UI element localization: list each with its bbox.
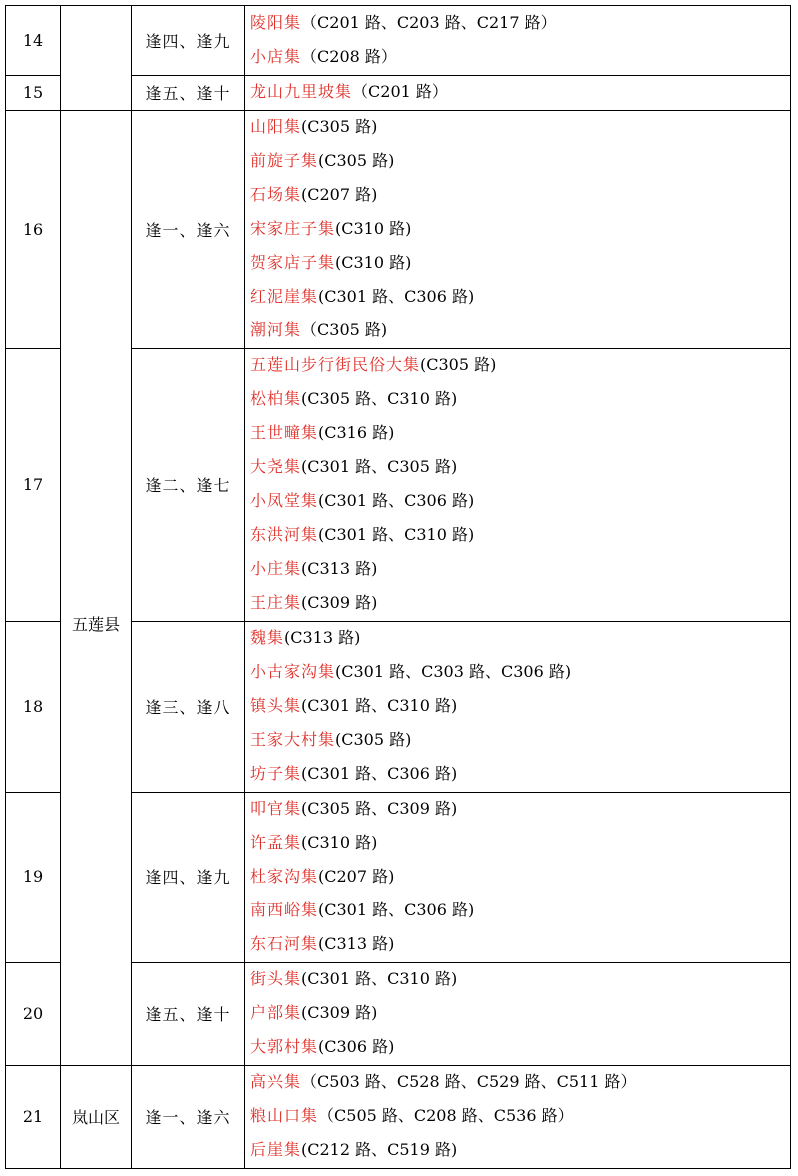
market-days: 逢四、逢九: [145, 868, 231, 888]
bus-routes: (C301 路、C306 路): [318, 900, 475, 920]
market-name: 杜家沟集: [250, 866, 319, 886]
market-days: 逢二、逢七: [145, 476, 231, 496]
row-number: 20: [22, 1004, 44, 1024]
market-name: 大尧集: [250, 457, 302, 477]
market-days: 逢一、逢六: [145, 220, 231, 240]
row-number: 16: [22, 219, 44, 239]
district-cell: 五莲县: [71, 615, 120, 635]
market-item: [250, 110, 377, 144]
bus-routes: (C313 路): [284, 627, 361, 647]
bus-routes: (C309 路): [301, 1003, 378, 1023]
market-item: [250, 484, 474, 518]
market-name: 镇头集: [250, 695, 302, 715]
market-name: 后崖集: [250, 1140, 302, 1160]
bus-routes: (C207 路): [301, 184, 378, 204]
bus-routes: (C207 路): [318, 866, 395, 886]
market-name: 东洪河集: [250, 525, 319, 545]
market-item: [250, 893, 474, 927]
market-item: [250, 450, 457, 484]
market-item: [250, 212, 411, 246]
market-name: 魏集: [250, 627, 285, 647]
market-days: 逢五、逢十: [145, 1005, 231, 1025]
market-item: [250, 1133, 457, 1167]
bus-routes: (C305 路、C310 路): [301, 389, 458, 409]
bus-routes: (C301 路、C310 路): [301, 695, 458, 715]
bus-routes: (C310 路): [301, 832, 378, 852]
bus-routes: (C301 路、C306 路): [318, 491, 475, 511]
bus-routes: (C301 路、C306 路): [318, 286, 475, 306]
row-number: 14: [22, 30, 44, 50]
bus-routes: (C301 路、C303 路、C306 路): [335, 661, 572, 681]
district-cell: [61, 6, 131, 110]
market-item: [250, 962, 457, 996]
market-name: 高兴集: [250, 1072, 302, 1092]
market-days: 逢三、逢八: [145, 697, 231, 717]
market-name: 户部集: [250, 1003, 302, 1023]
row-number: 18: [22, 696, 44, 716]
bus-routes: (C306 路): [318, 1037, 395, 1057]
bus-routes: (C305 路): [335, 729, 412, 749]
market-item: [250, 280, 474, 314]
market-item: [250, 621, 360, 655]
market-item: [250, 246, 411, 280]
bus-routes: (C309 路): [301, 593, 378, 612]
market-name: 五莲山步行街民俗大集: [250, 355, 421, 375]
row-number: 17: [22, 475, 44, 495]
market-item: [250, 996, 377, 1030]
market-name: 王世疃集: [250, 423, 319, 443]
market-item: [250, 927, 394, 961]
market-item: [250, 313, 387, 347]
market-name: 大郭村集: [250, 1037, 319, 1057]
market-item: [250, 348, 496, 382]
market-name: 王庄集: [250, 593, 302, 612]
market-days: 逢五、逢十: [145, 83, 231, 103]
market-item: [250, 178, 377, 212]
market-name: 潮河集: [250, 320, 302, 340]
market-name: 松柏集: [250, 389, 302, 409]
market-name: 宋家庄子集: [250, 218, 336, 238]
market-name: 贺家店子集: [250, 252, 336, 272]
market-name: 叩官集: [250, 798, 302, 818]
bus-routes: (C310 路): [335, 252, 412, 272]
market-name: 小店集: [250, 46, 302, 66]
market-item: [250, 518, 474, 552]
market-name: 小凤堂集: [250, 491, 319, 511]
market-item: [250, 792, 457, 826]
market-item: [250, 586, 377, 620]
market-item: [250, 1099, 574, 1133]
market-item: [250, 1030, 394, 1064]
market-item: [250, 382, 457, 416]
market-name: 石场集: [250, 184, 302, 204]
market-name: 小古家沟集: [250, 661, 336, 681]
district-cell: 岚山区: [71, 1108, 120, 1128]
market-item: [250, 416, 394, 450]
bus-routes: (C301 路、C305 路): [301, 457, 458, 477]
market-item: [250, 826, 377, 860]
market-item: [250, 40, 397, 74]
bus-routes: （C201 路、C203 路、C217 路）: [301, 13, 557, 32]
market-name: 许孟集: [250, 832, 302, 852]
bus-routes: (C313 路): [318, 934, 395, 954]
market-item: [250, 6, 557, 40]
row-divider: [6, 110, 790, 111]
market-item: [250, 1065, 637, 1099]
market-name: 陵阳集: [250, 13, 302, 32]
bus-routes: (C301 路、C306 路): [301, 763, 458, 783]
market-item: [250, 144, 394, 178]
market-item: [250, 75, 448, 109]
market-name: 东石河集: [250, 934, 319, 954]
bus-routes: (C316 路): [318, 423, 395, 443]
bus-routes: （C305 路): [301, 320, 388, 340]
market-name: 红泥崖集: [250, 286, 319, 306]
bus-routes: (C301 路、C310 路): [301, 969, 458, 989]
market-name: 南西峪集: [250, 900, 319, 920]
bus-routes: (C305 路、C309 路): [301, 798, 458, 818]
bus-routes: (C212 路、C519 路): [301, 1140, 458, 1160]
market-item: [250, 552, 377, 586]
market-days: 逢四、逢九: [145, 31, 231, 51]
bus-routes: （C201 路）: [352, 81, 448, 101]
market-item: [250, 723, 411, 757]
column-divider: [244, 6, 245, 1168]
row-number: 19: [22, 867, 44, 887]
row-number: 21: [22, 1107, 44, 1127]
bus-routes: (C305 路): [301, 116, 378, 136]
bus-routes: （C505 路、C208 路、C536 路）: [318, 1106, 574, 1126]
market-name: 前旋子集: [250, 150, 319, 170]
market-name: 坊子集: [250, 763, 302, 783]
market-schedule-table: [5, 5, 791, 1169]
market-name: 粮山口集: [250, 1106, 319, 1126]
bus-routes: (C305 路): [318, 150, 395, 170]
market-name: 山阳集: [250, 116, 302, 136]
market-name: 王家大村集: [250, 729, 336, 749]
market-item: [250, 860, 394, 894]
bus-routes: (C301 路、C310 路): [318, 525, 475, 545]
market-name: 街头集: [250, 969, 302, 989]
bus-routes: (C305 路): [420, 355, 497, 375]
market-item: [250, 689, 457, 723]
bus-routes: （C208 路）: [301, 46, 397, 66]
market-item: [250, 655, 571, 689]
bus-routes: (C310 路): [335, 218, 412, 238]
market-item: [250, 757, 457, 791]
market-name: 小庄集: [250, 559, 302, 579]
bus-routes: (C313 路): [301, 559, 378, 579]
market-name: 龙山九里坡集: [250, 81, 353, 101]
market-days: 逢一、逢六: [145, 1108, 231, 1128]
row-number: 15: [22, 82, 44, 102]
bus-routes: （C503 路、C528 路、C529 路、C511 路）: [301, 1072, 637, 1092]
